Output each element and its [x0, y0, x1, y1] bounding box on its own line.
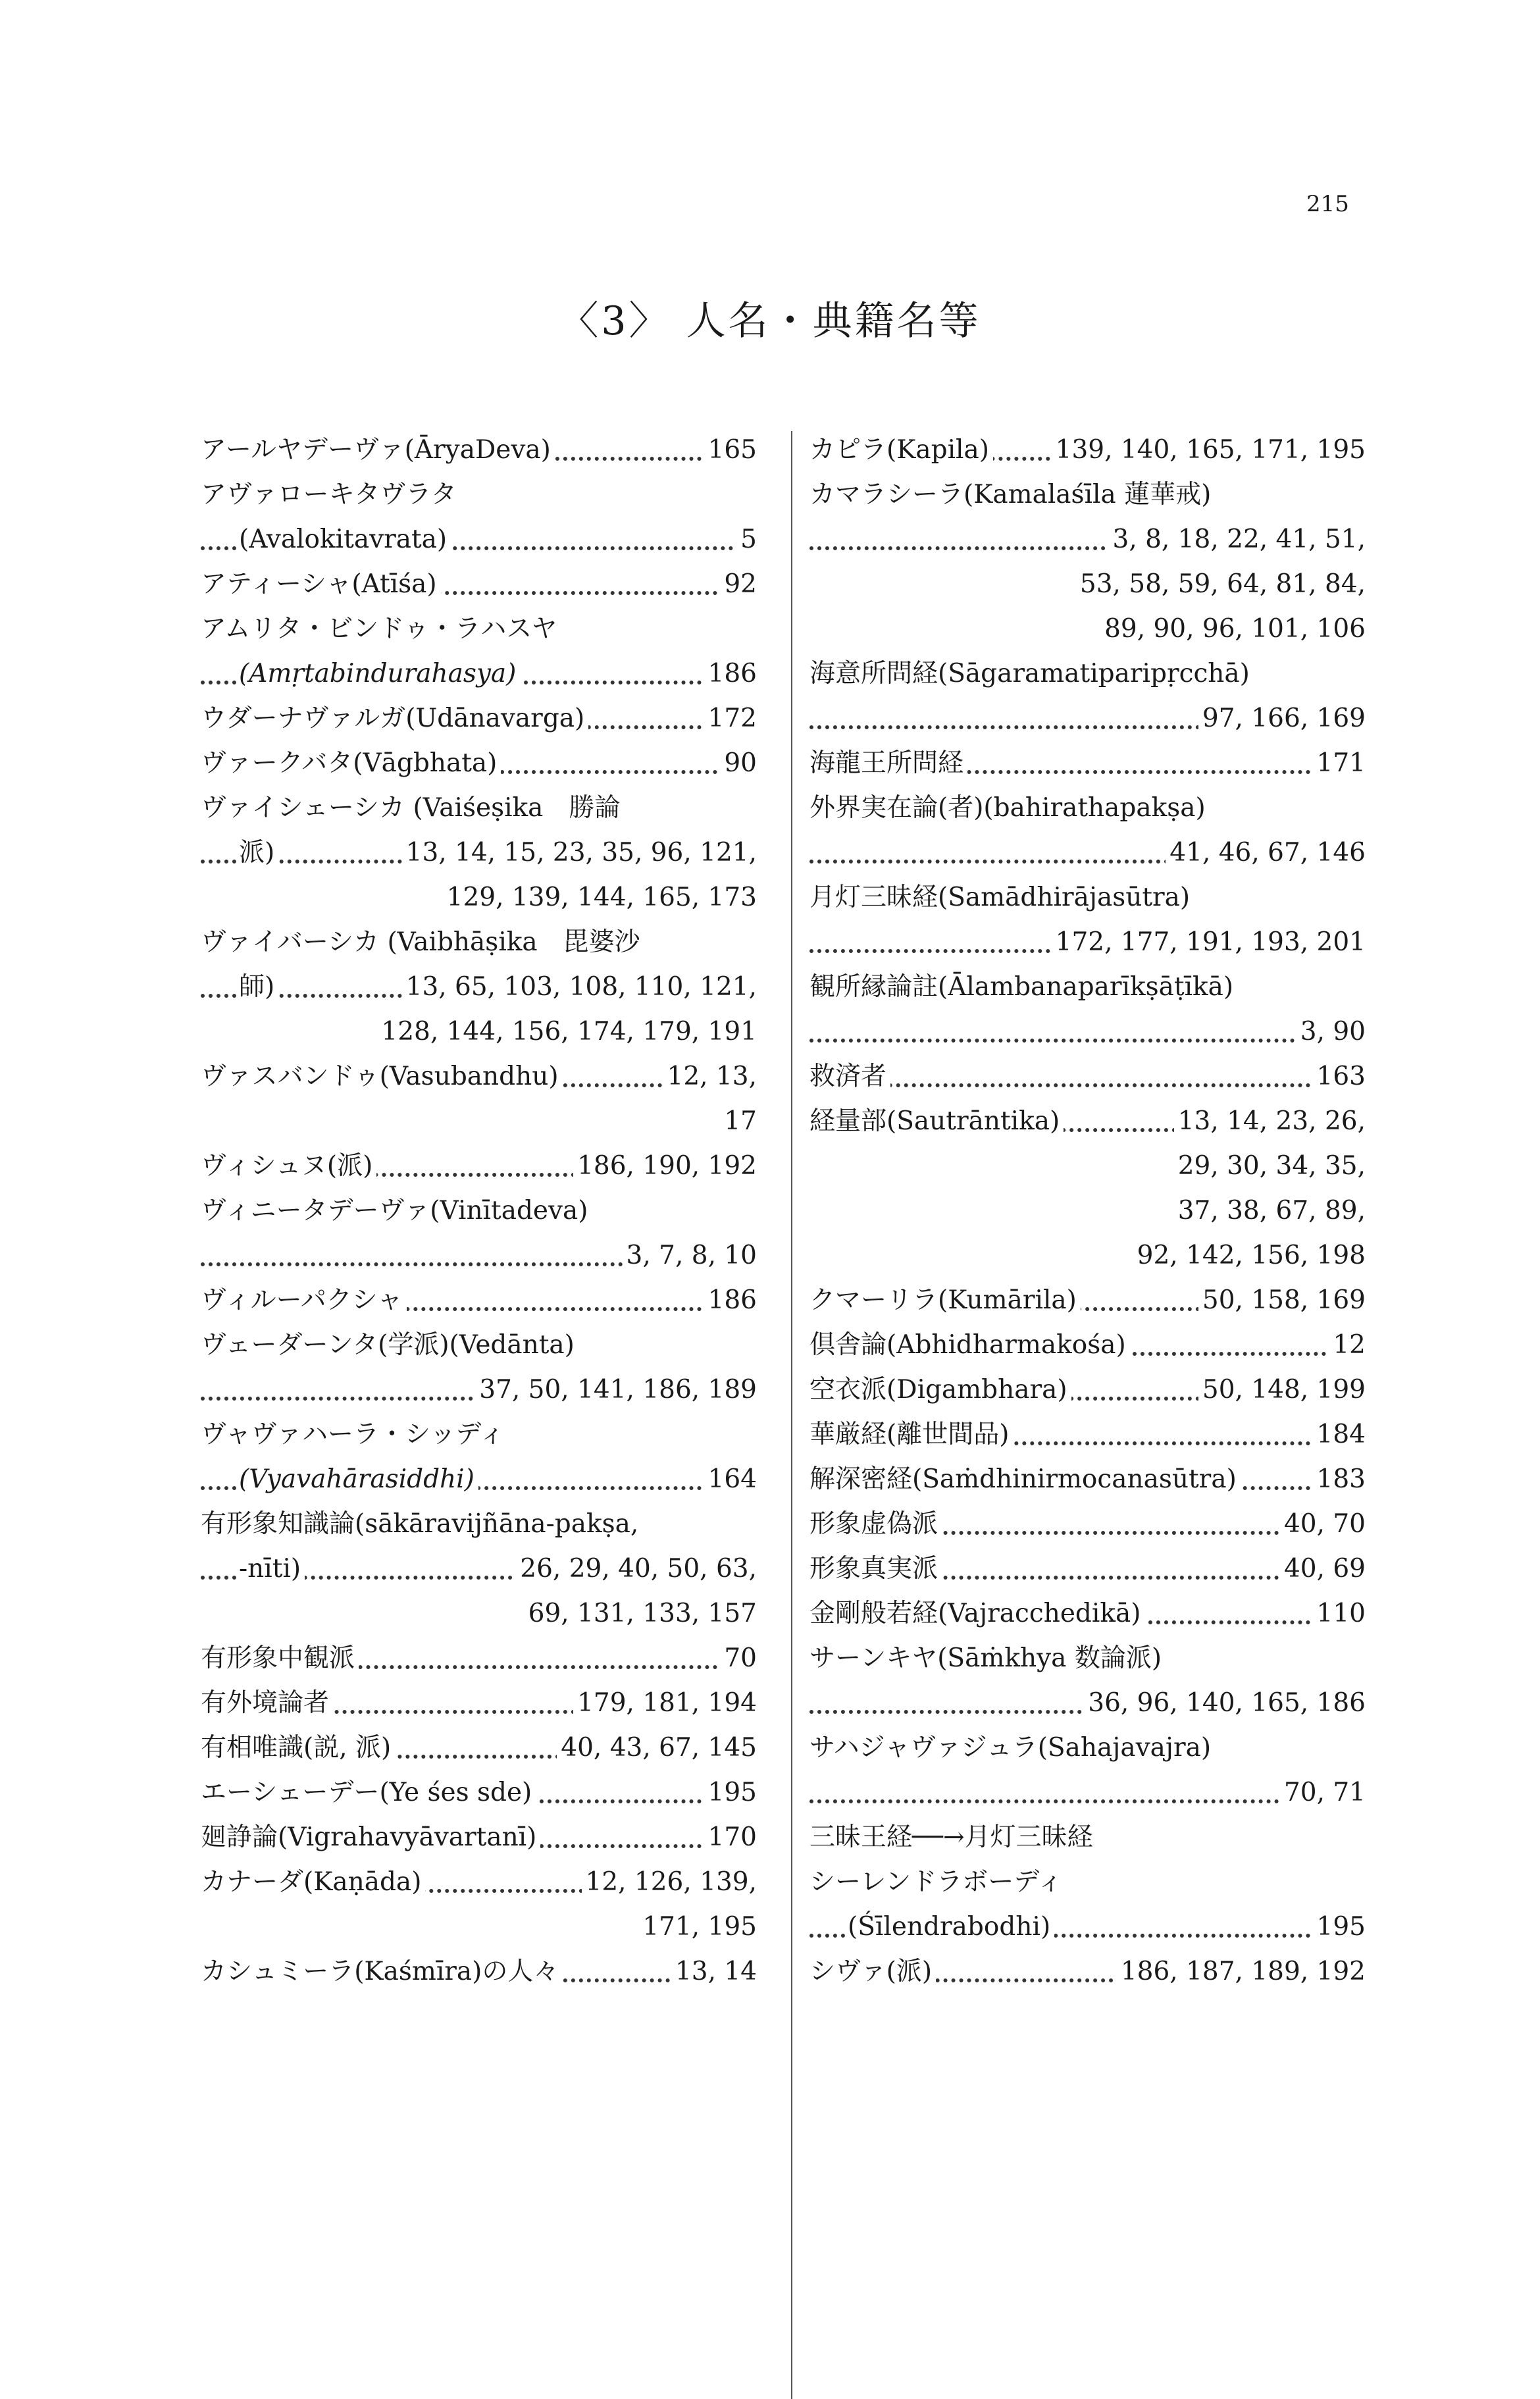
index-term: ヴァスバンドゥ(Vasubandhu)	[201, 1062, 563, 1091]
index-pages: 37, 38, 67, 89,	[1174, 1189, 1366, 1233]
column-divider	[791, 431, 792, 2399]
index-pages: 12, 13,	[663, 1054, 757, 1099]
index-entry	[809, 1949, 1366, 1994]
index-entry	[809, 1233, 1366, 1278]
index-entry	[809, 652, 1366, 696]
index-term: 解深密経(Saṁdhinirmocanasūtra)	[809, 1464, 1241, 1494]
index-term: ヴャヴァハーラ・シッディ	[201, 1420, 509, 1449]
index-entry	[809, 1726, 1366, 1770]
index-term: シーレンドラボーディ	[809, 1867, 1067, 1897]
index-entry	[201, 1905, 757, 1949]
index-entry	[201, 1144, 757, 1189]
index-entry	[809, 1054, 1366, 1099]
index-pages: 186, 190, 192	[573, 1144, 757, 1189]
index-term: (Avalokitavrata)	[239, 525, 451, 554]
index-term: 三昧王経──→月灯三昧経	[809, 1822, 1097, 1852]
index-pages: 171, 195	[638, 1905, 757, 1949]
index-entry	[809, 1591, 1366, 1636]
index-pages: 70	[720, 1636, 757, 1681]
index-pages: 184	[1313, 1412, 1366, 1457]
index-pages: 5	[736, 517, 757, 562]
page-number: 215	[1306, 191, 1349, 217]
index-pages: 50, 148, 199	[1198, 1368, 1366, 1412]
index-term: 海意所問経(Sāgaramatiparipṛcchā)	[809, 659, 1254, 688]
index-pages: 13, 14, 15, 23, 35, 96, 121,	[402, 831, 757, 875]
index-entry	[809, 1770, 1366, 1815]
index-entry	[809, 1144, 1366, 1189]
index-term: 有形象中観派	[201, 1643, 359, 1673]
index-pages: 17	[720, 1099, 757, 1144]
index-pages: 183	[1313, 1457, 1366, 1502]
index-term: ヴァイシェーシカ (Vaiśeṣika 勝論	[201, 793, 624, 823]
index-pages: 36, 96, 140, 165, 186	[1084, 1681, 1366, 1726]
index-entry	[809, 786, 1366, 831]
index-entry	[201, 786, 757, 831]
index-pages: 186, 187, 189, 192	[1117, 1949, 1366, 1994]
index-pages: 179, 181, 194	[573, 1681, 757, 1726]
index-pages: 89, 90, 96, 101, 106	[1100, 607, 1366, 652]
index-term: 有形象知識論(sākāravijñāna-pakṣa,	[201, 1509, 642, 1539]
index-term: 師)	[239, 972, 278, 1002]
index-entry	[809, 1502, 1366, 1547]
index-entry	[201, 517, 757, 562]
index-entry	[201, 1726, 757, 1770]
index-entry	[809, 741, 1366, 786]
index-entry	[809, 1636, 1366, 1681]
index-pages: 165	[704, 428, 757, 473]
index-term: サハジャヴァジュラ(Sahajavajra)	[809, 1733, 1215, 1763]
index-term: サーンキヤ(Sāṁkhya 数論派)	[809, 1643, 1166, 1673]
dot-leader	[809, 1039, 1366, 1043]
index-entry	[809, 1323, 1366, 1368]
index-pages: 186	[704, 1278, 757, 1323]
index-entry	[809, 473, 1366, 517]
index-term: 形象真実派	[809, 1554, 942, 1584]
index-pages: 13, 14, 23, 26,	[1174, 1099, 1366, 1144]
dot-leader	[809, 1083, 1366, 1087]
index-pages: 12	[1329, 1323, 1366, 1368]
index-term: 派)	[239, 838, 278, 867]
index-pages: 164	[704, 1457, 757, 1502]
index-entry	[201, 1591, 757, 1636]
index-entry	[201, 1949, 757, 1994]
index-pages: 41, 46, 67, 146	[1166, 831, 1366, 875]
index-entry	[809, 1412, 1366, 1457]
index-pages: 195	[704, 1770, 757, 1815]
section-title: 〈3〉 人名・典籍名等	[559, 298, 981, 344]
index-term: ヴェーダーンタ(学派)(Vedānta)	[201, 1330, 578, 1360]
index-entry	[809, 428, 1366, 473]
index-term: 形象虚偽派	[809, 1509, 942, 1539]
index-pages: 40, 43, 67, 145	[557, 1726, 757, 1770]
index-pages: 3, 7, 8, 10	[623, 1233, 757, 1278]
index-entry	[201, 1054, 757, 1099]
index-term: (Amṛtabindurahasya)	[239, 659, 520, 688]
index-entry	[809, 562, 1366, 607]
index-term: 月灯三昧経(Samādhirājasūtra)	[809, 883, 1194, 912]
index-pages: 12, 126, 139,	[582, 1860, 757, 1905]
index-pages: 172, 177, 191, 193, 201	[1052, 920, 1366, 965]
index-entry	[201, 428, 757, 473]
index-pages: 70, 71	[1280, 1770, 1366, 1815]
index-entry	[201, 965, 757, 1010]
index-entry	[809, 607, 1366, 652]
index-term: 廻諍論(Vigrahavyāvartanī)	[201, 1822, 540, 1852]
index-entry	[201, 1368, 757, 1412]
index-term: カナーダ(Kaṇāda)	[201, 1867, 425, 1897]
index-term: (Vyavahārasiddhi)	[239, 1464, 478, 1494]
index-pages: 139, 140, 165, 171, 195	[1052, 428, 1366, 473]
index-entry	[201, 1457, 757, 1502]
index-pages: 50, 158, 169	[1198, 1278, 1366, 1323]
index-entry	[201, 473, 757, 517]
index-entry	[201, 652, 757, 696]
index-entry	[201, 1860, 757, 1905]
index-entry	[201, 1636, 757, 1681]
index-pages: 90	[720, 741, 757, 786]
index-pages: 37, 50, 141, 186, 189	[475, 1368, 757, 1412]
index-entry	[201, 831, 757, 875]
index-term: 観所縁論註(Ālambanaparīkṣāṭīkā)	[809, 972, 1237, 1002]
index-entry	[809, 1010, 1366, 1054]
index-entry	[809, 875, 1366, 920]
index-pages: 170	[704, 1815, 757, 1860]
index-entry	[809, 1815, 1366, 1860]
index-entry	[201, 696, 757, 741]
index-term: 倶舎論(Abhidharmakośa)	[809, 1330, 1130, 1360]
index-pages: 53, 58, 59, 64, 81, 84,	[1076, 562, 1366, 607]
index-pages: 40, 69	[1280, 1547, 1366, 1591]
index-term: ヴィニータデーヴァ(Vinītadeva)	[201, 1196, 592, 1225]
index-entry	[809, 1278, 1366, 1323]
index-term: ヴィシュヌ(派)	[201, 1151, 376, 1181]
index-term: アムリタ・ビンドゥ・ラハスヤ	[201, 614, 561, 644]
index-entry	[809, 1189, 1366, 1233]
index-term: (Śīlendrabodhi)	[848, 1912, 1054, 1942]
index-pages: 13, 14	[671, 1949, 757, 1994]
index-term: カピラ(Kapila)	[809, 435, 993, 465]
index-term: 華厳経(離世間品)	[809, 1420, 1013, 1449]
index-entry	[201, 920, 757, 965]
index-term: 空衣派(Digambhara)	[809, 1375, 1071, 1405]
index-entry	[201, 1099, 757, 1144]
index-entry	[201, 1547, 757, 1591]
index-entry	[809, 1860, 1366, 1905]
index-pages: 128, 144, 156, 174, 179, 191	[377, 1010, 757, 1054]
index-pages: 69, 131, 133, 157	[525, 1591, 757, 1636]
index-entry	[201, 1815, 757, 1860]
index-pages: 29, 30, 34, 35,	[1174, 1144, 1366, 1189]
index-entry	[809, 1457, 1366, 1502]
index-pages: 26, 29, 40, 50, 63,	[516, 1547, 757, 1591]
index-term: 海龍王所問経	[809, 748, 967, 778]
index-term: 外界実在論(者)(bahirathapakṣa)	[809, 793, 1210, 823]
index-term: 有相唯識(説, 派)	[201, 1733, 395, 1763]
index-entry	[809, 1547, 1366, 1591]
index-entry	[809, 517, 1366, 562]
index-entry	[201, 1233, 757, 1278]
index-term: ウダーナヴァルガ(Udānavarga)	[201, 704, 588, 733]
index-pages: 171	[1313, 741, 1366, 786]
index-term: ヴァークバタ(Vāgbhata)	[201, 748, 501, 778]
index-entry	[809, 696, 1366, 741]
index-entry	[201, 1189, 757, 1233]
index-entry	[201, 741, 757, 786]
index-entry	[201, 1278, 757, 1323]
index-entry	[809, 920, 1366, 965]
index-entry	[201, 1010, 757, 1054]
index-term: 経量部(Sautrāntika)	[809, 1106, 1064, 1136]
index-pages: 3, 8, 18, 22, 41, 51,	[1109, 517, 1366, 562]
index-term: カマラシーラ(Kamalaśīla 蓮華戒)	[809, 480, 1215, 509]
index-term: クマーリラ(Kumārila)	[809, 1285, 1081, 1315]
index-entry	[201, 875, 757, 920]
index-pages: 97, 166, 169	[1198, 696, 1366, 741]
index-pages: 172	[704, 696, 757, 741]
index-term: 有外境論者	[201, 1688, 333, 1718]
index-term: ヴィルーパクシャ	[201, 1285, 407, 1315]
index-term: エーシェーデー(Ye śes sde)	[201, 1778, 536, 1807]
index-pages: 129, 139, 144, 165, 173	[443, 875, 757, 920]
index-entry	[201, 1412, 757, 1457]
index-pages: 92, 142, 156, 198	[1133, 1233, 1366, 1278]
index-entry	[201, 1681, 757, 1726]
index-entry	[809, 1368, 1366, 1412]
index-term: アティーシャ(Atīśa)	[201, 569, 441, 599]
index-entry	[809, 1681, 1366, 1726]
index-entry	[201, 562, 757, 607]
index-entry	[809, 1905, 1366, 1949]
index-column-right	[809, 428, 1366, 1994]
index-pages: 186	[704, 652, 757, 696]
index-entry	[201, 1323, 757, 1368]
index-pages: 195	[1313, 1905, 1366, 1949]
index-term: 金剛般若経(Vajracchedikā)	[809, 1599, 1144, 1628]
index-entry	[809, 831, 1366, 875]
index-term: カシュミーラ(Kaśmīra)の人々	[201, 1957, 563, 1986]
index-pages: 163	[1313, 1054, 1366, 1099]
index-pages: 13, 65, 103, 108, 110, 121,	[402, 965, 757, 1010]
index-term: アールヤデーヴァ(ĀryaDeva)	[201, 435, 555, 465]
index-column-left	[201, 428, 757, 1994]
index-entry	[201, 1770, 757, 1815]
index-term: アヴァローキタヴラタ	[201, 480, 461, 509]
index-term: シヴァ(派)	[809, 1957, 936, 1986]
index-entry	[809, 965, 1366, 1010]
index-term: ヴァイバーシカ (Vaibhāṣika 毘婆沙	[201, 927, 644, 957]
index-term: 救済者	[809, 1062, 890, 1091]
index-entry	[809, 1099, 1366, 1144]
index-pages: 110	[1313, 1591, 1366, 1636]
index-pages: 92	[720, 562, 757, 607]
index-term: -nīti)	[239, 1554, 305, 1584]
index-pages: 3, 90	[1296, 1010, 1366, 1054]
index-entry	[201, 607, 757, 652]
index-pages: 40, 70	[1280, 1502, 1366, 1547]
index-entry	[201, 1502, 757, 1547]
